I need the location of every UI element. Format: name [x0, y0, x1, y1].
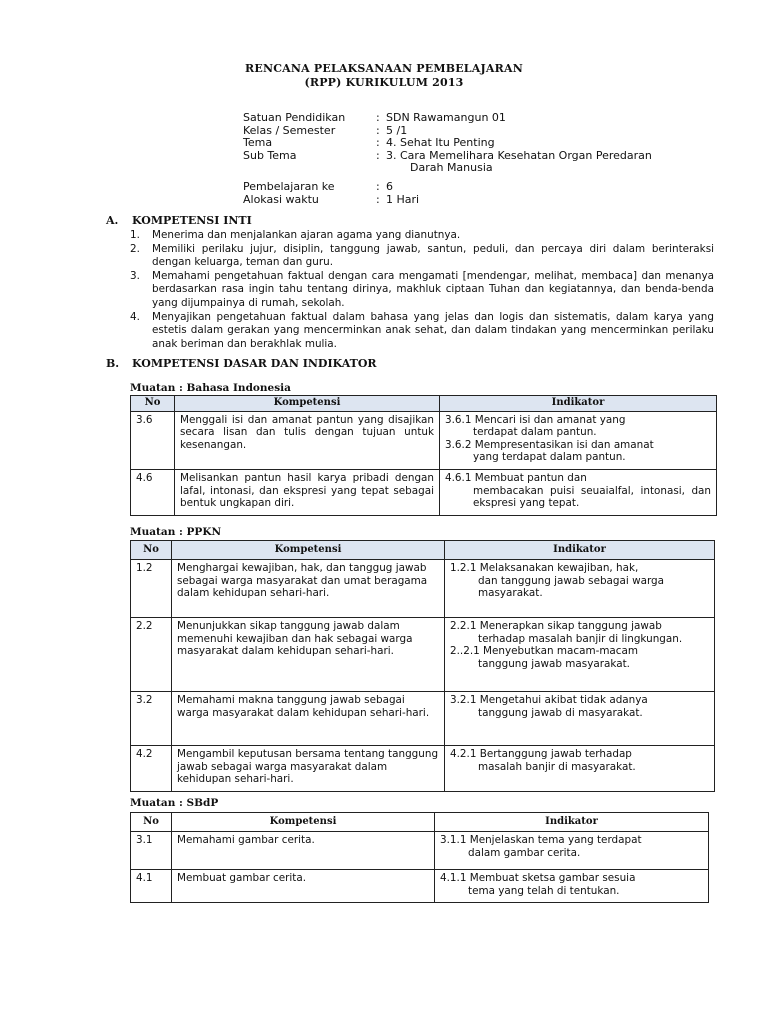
- identity-value: 1 Hari: [386, 192, 420, 206]
- column-header-no: No: [131, 541, 172, 560]
- indicator-item: [445, 472, 711, 510]
- section-letter: B.: [106, 357, 120, 370]
- list-item: [130, 243, 714, 270]
- indicator-cont: dan tanggung jawab sebagai warga masyarakat.: [478, 574, 664, 600]
- table-row: [131, 469, 717, 515]
- muatan-ppkn-caption: Muatan : PPKN: [130, 526, 222, 538]
- kompetensi-inti-list: [130, 229, 714, 351]
- indicator-item: [445, 414, 711, 439]
- list-item: [130, 311, 714, 352]
- table-row: [131, 746, 715, 792]
- indicator-head: 3.6.1 Mencari isi dan amanat yang: [445, 413, 626, 426]
- document-title-line2: (RPP) KURIKULUM 2013: [304, 76, 464, 89]
- cell-no: 4.6: [131, 469, 175, 515]
- indicator-cont: tanggung jawab di masyarakat.: [478, 706, 643, 719]
- cell-indikator: [435, 870, 709, 903]
- indicator-head: 3.6.2 Mempresentasikan isi dan amanat: [445, 438, 654, 451]
- cell-kompetensi: Menunjukkan sikap tanggung jawab dalam memenuhi kewajiban dan hak sebagai warga masyarakat dalam kehidupan sehari-hari.: [172, 618, 445, 692]
- table-ppkn: [130, 540, 715, 792]
- identity-value-continuation: Darah Manusia: [410, 161, 493, 175]
- identity-colon: :: [376, 179, 380, 193]
- identity-value-line: 3. Cara Memelihara Kesehatan Organ Peredaran: [386, 148, 652, 162]
- list-item: [130, 270, 714, 311]
- identity-colon: :: [376, 111, 380, 124]
- cell-kompetensi: Mengambil keputusan bersama tentang tanggung jawab sebagai warga masyarakat dalam kehidupan sehari-hari.: [172, 746, 445, 792]
- cell-kompetensi: Menghargai kewajiban, hak, dan tanggug jawab sebagai warga masyarakat dan umat beragama dalam kehidupan sehari-hari.: [172, 560, 445, 618]
- indicator-cont: tanggung jawab masyarakat.: [478, 657, 630, 670]
- muatan-sbdp-caption: Muatan : SBdP: [130, 797, 219, 809]
- table-sbdp: [130, 812, 709, 903]
- table-row: [131, 411, 717, 469]
- identity-row: [243, 150, 706, 175]
- column-header-no: No: [131, 813, 172, 832]
- list-item-number: 3.: [130, 269, 140, 282]
- section-letter: A.: [106, 214, 119, 227]
- cell-indikator: [435, 832, 709, 870]
- identity-colon: :: [376, 136, 380, 150]
- cell-indikator: [440, 469, 717, 515]
- identity-value: SDN Rawamangun 01: [386, 111, 506, 124]
- cell-kompetensi: Membuat gambar cerita.: [172, 870, 435, 903]
- list-item: [130, 229, 714, 243]
- column-header-no: No: [131, 396, 175, 412]
- indicator-cont: masalah banjir di masyarakat.: [478, 760, 636, 773]
- cell-indikator: [445, 746, 715, 792]
- indicator-item: [450, 562, 709, 600]
- indicator-item: [440, 834, 703, 859]
- cell-no: 1.2: [131, 560, 172, 618]
- column-header-indikator: Indikator: [435, 813, 709, 832]
- cell-kompetensi: Menggali isi dan amanat pantun yang disajikan secara lisan dan tulis dengan tujuan untuk kesenangan.: [175, 411, 440, 469]
- cell-indikator: [445, 618, 715, 692]
- identity-row: [243, 194, 706, 207]
- table-row: [131, 832, 709, 870]
- cell-kompetensi: Melisankan pantun hasil karya pribadi dengan lafal, intonasi, dan ekspresi yang tepat sebagai bentuk ungkapan diri.: [175, 469, 440, 515]
- table-header-row: [131, 541, 715, 560]
- indicator-item: [450, 645, 709, 670]
- identity-label: Pembelajaran ke: [243, 179, 335, 193]
- cell-no: 3.2: [131, 692, 172, 746]
- cell-no: 4.2: [131, 746, 172, 792]
- indicator-item: [450, 620, 709, 645]
- cell-no: 2.2: [131, 618, 172, 692]
- indicator-head: 3.2.1 Mengetahui akibat tidak adanya: [450, 694, 648, 706]
- cell-indikator: [445, 692, 715, 746]
- table-row: [131, 560, 715, 618]
- section-a-heading: [106, 214, 252, 227]
- identity-value: 6: [386, 179, 393, 193]
- identity-colon: :: [376, 123, 380, 137]
- identity-row: [243, 112, 706, 125]
- cell-indikator: [445, 560, 715, 618]
- indicator-cont: terdapat dalam pantun.: [473, 426, 597, 439]
- column-header-indikator: Indikator: [445, 541, 715, 560]
- column-header-kompetensi: Kompetensi: [172, 541, 445, 560]
- identity-label: Alokasi waktu: [243, 192, 319, 206]
- section-b-heading: [106, 357, 377, 370]
- table-row: [131, 870, 709, 903]
- table-header-row: [131, 396, 717, 412]
- identity-label: Sub Tema: [243, 148, 297, 162]
- list-item-text: Memiliki perilaku jujur, disiplin, tanggung jawab, santun, peduli, dan percaya diri dalam berinteraksi dengan keluarga, teman dan guru.: [152, 242, 714, 269]
- list-item-number: 2.: [130, 242, 140, 255]
- indicator-cont: terhadap masalah banjir di lingkungan.: [478, 632, 683, 645]
- indicator-head: 2.2.1 Menerapkan sikap tanggung jawab: [450, 620, 662, 632]
- table-row: [131, 692, 715, 746]
- indicator-item: [450, 694, 709, 719]
- cell-no: 3.6: [131, 411, 175, 469]
- cell-kompetensi: Memahami makna tanggung jawab sebagai warga masyarakat dalam kehidupan sehari-hari.: [172, 692, 445, 746]
- table-header-row: [131, 813, 709, 832]
- indicator-head: 1.2.1 Melaksanakan kewajiban, hak,: [450, 562, 639, 574]
- cell-no: 3.1: [131, 832, 172, 870]
- cell-no: 4.1: [131, 870, 172, 903]
- indicator-head: 2..2.1 Menyebutkan macam-macam: [450, 645, 639, 658]
- indicator-item: [440, 872, 703, 897]
- identity-row: [243, 181, 706, 194]
- identity-value: [386, 150, 706, 175]
- indicator-cont: dalam gambar cerita.: [468, 846, 581, 859]
- section-title: KOMPETENSI DASAR DAN INDIKATOR: [132, 357, 377, 370]
- list-item-number: 1.: [130, 229, 140, 241]
- indicator-head: 4.1.1 Membuat sketsa gambar sesuia: [440, 872, 636, 884]
- muatan-bahasa-caption: Muatan : Bahasa Indonesia: [130, 382, 291, 394]
- identity-label: Satuan Pendidikan: [243, 111, 346, 124]
- identity-colon: :: [376, 148, 380, 162]
- indicator-cont: membacakan puisi seuaialfal, intonasi, dan ekspresi yang tepat.: [473, 484, 711, 510]
- identity-value: 4. Sehat Itu Penting: [386, 136, 495, 150]
- indicator-item: [450, 748, 709, 773]
- indicator-head: 3.1.1 Menjelaskan tema yang terdapat: [440, 834, 642, 846]
- indicator-head: 4.6.1 Membuat pantun dan: [445, 471, 587, 484]
- indicator-item: [445, 439, 711, 464]
- indicator-cont: tema yang telah di tentukan.: [468, 884, 620, 897]
- table-row: [131, 618, 715, 692]
- list-item-text: Menerima dan menjalankan ajaran agama yang dianutnya.: [152, 229, 461, 241]
- identity-colon: :: [376, 192, 380, 206]
- list-item-number: 4.: [130, 310, 140, 323]
- indicator-head: 4.2.1 Bertanggung jawab terhadap: [450, 748, 632, 760]
- document-title-line1: RENCANA PELAKSANAAN PEMBELAJARAN: [245, 62, 523, 75]
- list-item-text: Menyajikan pengetahuan faktual dalam bahasa yang jelas dan logis dan sistematis, dalam karya yang estetis dalam gerakan yang mencerminkan anak sehat, dan dalam tindakan yang mencerminkan perilaku anak beriman dan berakhlak mulia.: [152, 310, 714, 350]
- table-bahasa-indonesia: [130, 395, 717, 516]
- identity-block: [243, 112, 706, 206]
- column-header-indikator: Indikator: [440, 396, 717, 412]
- identity-label: Tema: [243, 136, 273, 150]
- column-header-kompetensi: Kompetensi: [175, 396, 440, 412]
- indicator-cont: yang terdapat dalam pantun.: [473, 451, 626, 464]
- section-title: KOMPETENSI INTI: [132, 214, 252, 227]
- cell-kompetensi: Memahami gambar cerita.: [172, 832, 435, 870]
- list-item-text: Memahami pengetahuan faktual dengan cara mengamati [mendengar, melihat, membaca] dan menanya berdasarkan rasa ingin tahu tentang dirinya, makhluk ciptaan Tuhan dan kegiatannya, dan benda-benda yang dijumpainya di rumah, sekolah.: [152, 269, 714, 309]
- column-header-kompetensi: Kompetensi: [172, 813, 435, 832]
- cell-indikator: [440, 411, 717, 469]
- identity-value: 5 /1: [386, 123, 408, 137]
- identity-label: Kelas / Semester: [243, 123, 336, 137]
